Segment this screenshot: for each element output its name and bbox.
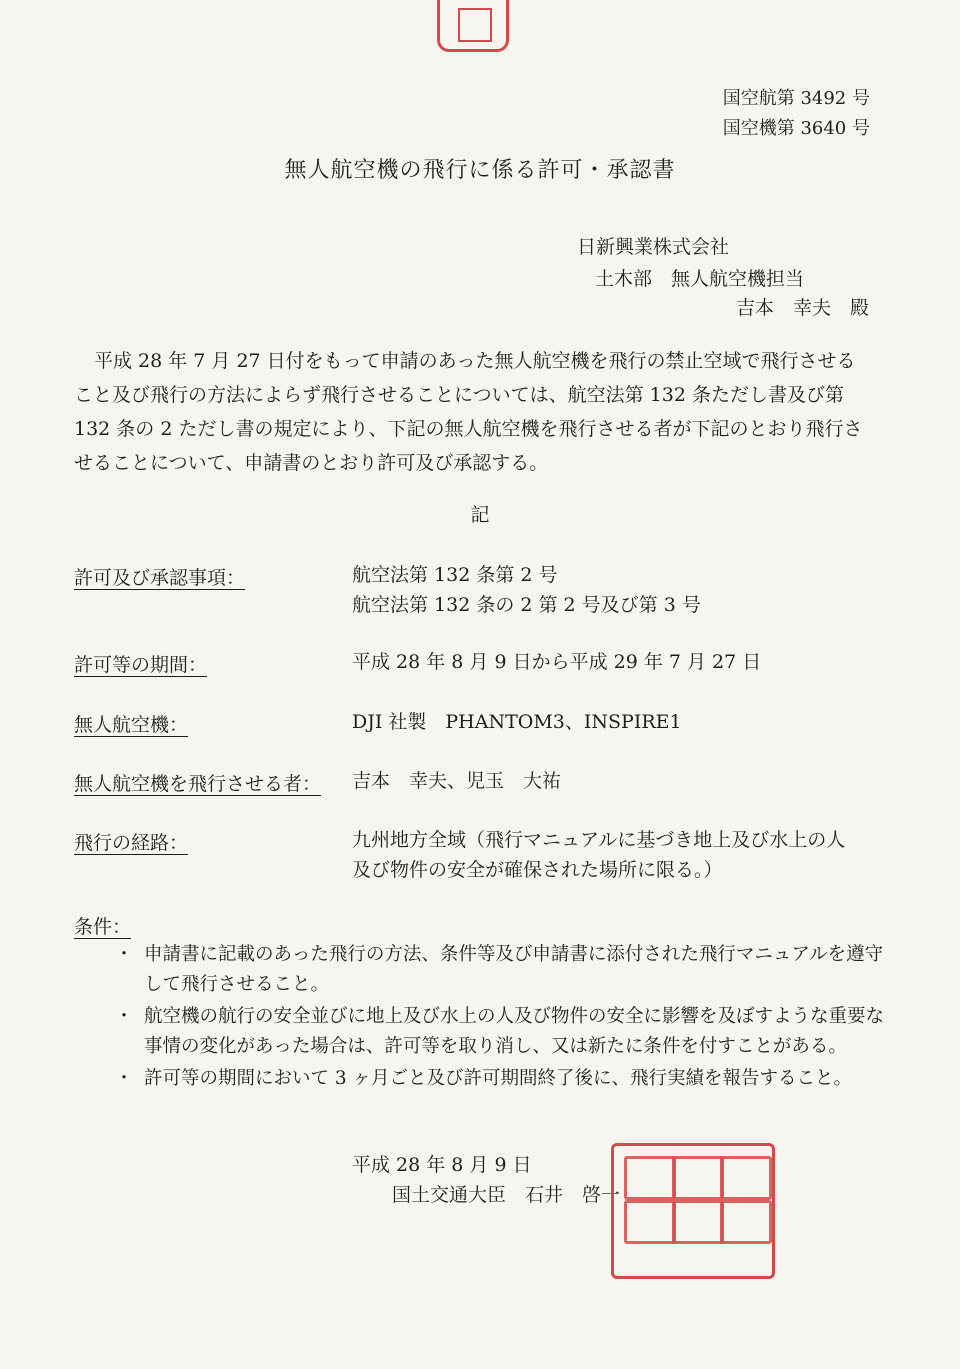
- route-line-1: 九州地方全域（飛行マニュアルに基づき地上及び水上の人: [352, 829, 846, 851]
- conditions-list: [104, 940, 884, 1096]
- condition-item: [104, 1002, 884, 1062]
- item-label-period: 許可等の期間：: [74, 654, 208, 676]
- item-label-operators: 無人航空機を飛行させる者：: [74, 773, 322, 795]
- item-value-operators: [352, 766, 561, 796]
- conditions-label: 条件：: [74, 916, 132, 938]
- reference-numbers: [723, 84, 870, 144]
- item-value-route: [352, 825, 845, 885]
- approval-line-2: 航空法第 132 条の 2 第 2 号及び第 3 号: [352, 594, 701, 616]
- addressee-company: 日新興業株式会社: [577, 236, 730, 258]
- bullet-icon: ・: [114, 1068, 134, 1089]
- body-paragraph: 平成 28 年 7 月 27 日付をもって申請のあった無人航空機を飛行の禁止空域で飛行させること及び飛行の方法によらず飛行させることについては、航空法第 132 条ただし書及び第 132 条の 2 ただし書の規定により、下記の無人航空機を飛行させる者が下記のとおり飛行させることについて、申請書のとおり許可及び承認する。: [74, 350, 863, 474]
- bullet-icon: ・: [114, 1006, 134, 1027]
- document-title: 無人航空機の飛行に係る許可・承認書: [284, 158, 676, 183]
- issue-date: 平成 28 年 8 月 9 日: [352, 1154, 532, 1176]
- condition-text-1: 申請書に記載のあった飛行の方法、条件等及び申請書に添付された飛行マニュアルを遵守して飛行させること。: [144, 944, 884, 995]
- approval-line-1: 航空法第 132 条第 2 号: [352, 564, 558, 586]
- period-text: 平成 28 年 8 月 9 日から平成 29 年 7 月 27 日: [352, 651, 762, 673]
- addressee-department: 土木部 無人航空機担当: [595, 268, 805, 290]
- item-value-period: [352, 647, 761, 677]
- bullet-icon: ・: [114, 944, 134, 965]
- operators-text: 吉本 幸夫、児玉 大祐: [352, 770, 562, 792]
- minister-signature: 国土交通大臣 石井 啓一: [392, 1184, 621, 1206]
- condition-text-2: 航空機の航行の安全並びに地上及び水上の人及び物件の安全に影響を及ぼすような重要な事情の変化があった場合は、許可等を取り消し、又は新たに条件を付すことがある。: [144, 1006, 885, 1057]
- top-stamp-icon: [437, 0, 509, 52]
- item-label-approval: 許可及び承認事項：: [74, 567, 246, 589]
- addressee-name: 吉本 幸夫 殿: [736, 297, 870, 319]
- item-label-aircraft: 無人航空機：: [74, 714, 189, 736]
- item-label-route: 飛行の経路：: [74, 832, 189, 854]
- aircraft-text: DJI 社製 PHANTOM3、INSPIRE1: [352, 711, 682, 733]
- item-value-approval: [352, 560, 701, 620]
- condition-item: [104, 1064, 884, 1094]
- reference-line-1: 国空航第 3492 号: [722, 88, 870, 109]
- condition-item: [104, 940, 884, 1000]
- ki-heading: 記: [470, 504, 490, 526]
- route-line-2: 及び物件の安全が確保された場所に限る。）: [352, 859, 723, 881]
- item-value-aircraft: [352, 707, 682, 737]
- reference-line-2: 国空機第 3640 号: [722, 118, 870, 139]
- official-seal-icon: [611, 1143, 775, 1279]
- condition-text-3: 許可等の期間において 3 ヶ月ごと及び許可期間終了後に、飛行実績を報告すること。: [144, 1068, 853, 1089]
